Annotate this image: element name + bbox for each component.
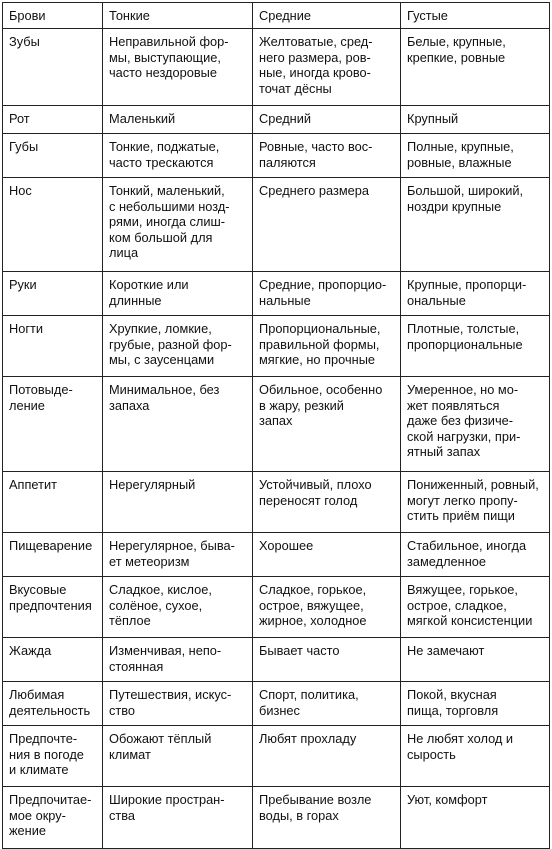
table-body: [3, 3, 550, 849]
header-cell: Тонкие: [103, 3, 253, 29]
row-label-cell: Нос: [3, 178, 103, 272]
table-row: [3, 178, 550, 272]
table-row: [3, 134, 550, 178]
table-cell: Большой, широкий, ноздри крупные: [401, 178, 550, 272]
header-cell: Брови: [3, 3, 103, 29]
row-label-cell: Жажда: [3, 638, 103, 682]
table-row: [3, 726, 550, 787]
table-cell: Умеренное, но мо- жет появляться даже без физиче- ской нагрузки, при- ятный запах: [401, 377, 550, 472]
table-row: [3, 682, 550, 726]
table-cell: Сладкое, кислое, солёное, сухое, тёплое: [103, 577, 253, 638]
table-cell: Широкие простран- ства: [103, 787, 253, 849]
table-header-row: [3, 3, 550, 29]
table-cell: Хорошее: [253, 533, 401, 577]
table-row: [3, 377, 550, 472]
table-cell: Крупные, пропорци- ональные: [401, 272, 550, 316]
row-label-cell: Вкусовые предпочтения: [3, 577, 103, 638]
table-cell: Среднего размера: [253, 178, 401, 272]
row-label-cell: Предпочитае- мое окру- жение: [3, 787, 103, 849]
table-row: [3, 316, 550, 377]
table-row: [3, 106, 550, 134]
table-cell: Желтоватые, сред- него размера, ров- ные, иногда крово- точат дёсны: [253, 29, 401, 106]
table-row: [3, 272, 550, 316]
table-cell: Бывает часто: [253, 638, 401, 682]
table-cell: Тонкие, поджатые, часто трескаются: [103, 134, 253, 178]
table-cell: Уют, комфорт: [401, 787, 550, 849]
row-label-cell: Ногти: [3, 316, 103, 377]
table-cell: Устойчивый, плохо переносят голод: [253, 472, 401, 533]
table-cell: Плотные, толстые, пропорциональные: [401, 316, 550, 377]
table-cell: Ровные, часто вос- паляются: [253, 134, 401, 178]
row-label-cell: Руки: [3, 272, 103, 316]
table-cell: Тонкий, маленький, с небольшими нозд- рями, иногда слиш- ком большой для лица: [103, 178, 253, 272]
table-cell: Белые, крупные, крепкие, ровные: [401, 29, 550, 106]
table-cell: Пониженный, ровный, могут легко пропу- стить приём пищи: [401, 472, 550, 533]
table-cell: Пропорциональные, правильной формы, мягкие, но прочные: [253, 316, 401, 377]
header-cell: Густые: [401, 3, 550, 29]
table-cell: Путешествия, искус- ство: [103, 682, 253, 726]
table-cell: Средние, пропорцио- нальные: [253, 272, 401, 316]
table-cell: Пребывание возле воды, в горах: [253, 787, 401, 849]
table-cell: Неправильной фор- мы, выступающие, часто нездоровые: [103, 29, 253, 106]
table-cell: Средний: [253, 106, 401, 134]
table-cell: Сладкое, горькое, острое, вяжущее, жирное, холодное: [253, 577, 401, 638]
table-cell: Любят прохладу: [253, 726, 401, 787]
table-row: [3, 533, 550, 577]
row-label-cell: Любимая деятельность: [3, 682, 103, 726]
row-label-cell: Потовыде- ление: [3, 377, 103, 472]
table-cell: Не замечают: [401, 638, 550, 682]
table-cell: Обожают тёплый климат: [103, 726, 253, 787]
row-label-cell: Предпочте- ния в погоде и климате: [3, 726, 103, 787]
table-row: [3, 577, 550, 638]
table-cell: Нерегулярный: [103, 472, 253, 533]
table-row: [3, 787, 550, 849]
table-cell: Короткие или длинные: [103, 272, 253, 316]
table-cell: Нерегулярное, быва- ет метеоризм: [103, 533, 253, 577]
constitution-table: [2, 2, 550, 849]
table-cell: Обильное, особенно в жару, резкий запах: [253, 377, 401, 472]
table-row: [3, 638, 550, 682]
table-cell: Минимальное, без запаха: [103, 377, 253, 472]
table-cell: Полные, крупные, ровные, влажные: [401, 134, 550, 178]
header-cell: Средние: [253, 3, 401, 29]
table-cell: Крупный: [401, 106, 550, 134]
table-cell: Спорт, политика, бизнес: [253, 682, 401, 726]
row-label-cell: Рот: [3, 106, 103, 134]
table-cell: Хрупкие, ломкие, грубые, разной фор- мы, с заусенцами: [103, 316, 253, 377]
table-row: [3, 29, 550, 106]
row-label-cell: Зубы: [3, 29, 103, 106]
table-cell: Вяжущее, горькое, острое, сладкое, мягкой консистенции: [401, 577, 550, 638]
row-label-cell: Губы: [3, 134, 103, 178]
table-cell: Маленький: [103, 106, 253, 134]
row-label-cell: Пищеварение: [3, 533, 103, 577]
table-cell: Стабильное, иногда замедленное: [401, 533, 550, 577]
table-row: [3, 472, 550, 533]
row-label-cell: Аппетит: [3, 472, 103, 533]
table-cell: Не любят холод и сырость: [401, 726, 550, 787]
table-cell: Изменчивая, непо- стоянная: [103, 638, 253, 682]
table-cell: Покой, вкусная пища, торговля: [401, 682, 550, 726]
